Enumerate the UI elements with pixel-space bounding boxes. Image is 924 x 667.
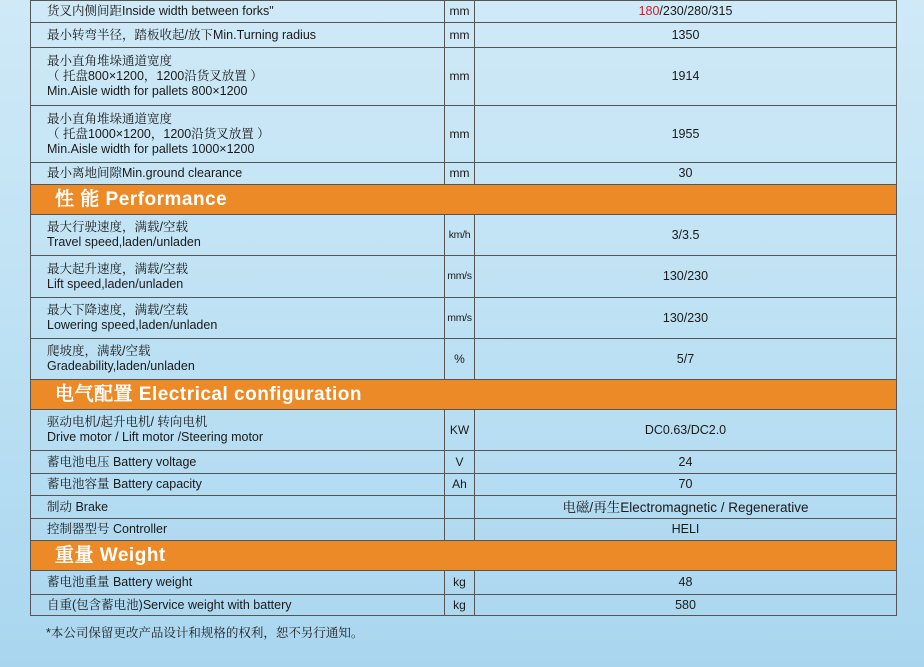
row-label: [31, 339, 445, 380]
row-label: [31, 215, 445, 256]
section-header: [31, 185, 897, 215]
label-en: Travel speed,laden/unladen: [47, 235, 201, 249]
section-header: [31, 541, 897, 571]
row-value: 1350: [475, 23, 897, 48]
table-row: [31, 48, 897, 106]
table-row: [31, 474, 897, 496]
row-label: [31, 48, 445, 106]
row-unit: mm: [445, 1, 475, 23]
table-row: [31, 106, 897, 163]
value-highlight: 180: [638, 4, 660, 18]
row-unit: Ah: [445, 474, 475, 496]
row-value: 48: [475, 571, 897, 595]
row-label: 蓄电池电压 Battery voltage: [31, 451, 445, 474]
label-en: Lift speed,laden/unladen: [47, 276, 184, 291]
label-line: 最小直角堆垛通道宽度: [47, 111, 173, 126]
label-line: Min.Aisle width for pallets 800×1200: [47, 84, 248, 98]
label-cn: 最大起升速度，满载/空载: [47, 261, 188, 276]
section-title-performance: 性 能 Performance: [31, 185, 897, 215]
row-label: 自重(包含蓄电池)Service weight with battery: [31, 595, 445, 616]
label-cn: 爬坡度，满载/空载: [47, 344, 151, 358]
label-line: （ 托盘1000×1200，1200沿货叉放置 ）: [47, 126, 270, 141]
row-label: 制动 Brake: [31, 496, 445, 519]
table-row: [31, 215, 897, 256]
spec-sheet: [30, 0, 896, 616]
row-label: 货叉内侧间距Inside width between forks": [31, 1, 445, 23]
row-label: [31, 256, 445, 298]
row-unit: mm: [445, 106, 475, 163]
table-row: [31, 163, 897, 185]
row-value: 580: [475, 595, 897, 616]
spec-table: [30, 0, 897, 616]
row-value: 30: [475, 163, 897, 185]
row-unit: [445, 519, 475, 541]
row-value: 130/230: [475, 298, 897, 339]
label-en: Gradeability,laden/unladen: [47, 359, 195, 373]
label-line: （ 托盘800×1200，1200沿货叉放置 ）: [47, 69, 263, 83]
footnote: *本公司保留更改产品设计和规格的权利，恕不另行通知。: [46, 626, 364, 640]
brake-value-en: Electromagnetic / Regenerative: [620, 499, 809, 515]
row-unit: kg: [445, 595, 475, 616]
row-label: [31, 106, 445, 163]
row-value: 1955: [475, 106, 897, 163]
row-value: [475, 1, 897, 23]
row-unit: KW: [445, 410, 475, 451]
value-rest: /230/280/315: [659, 4, 733, 18]
row-unit: mm: [445, 23, 475, 48]
label-en: Drive motor / Lift motor /Steering motor: [47, 430, 264, 444]
label-line: Min.Aisle width for pallets 1000×1200: [47, 141, 255, 156]
table-row: [31, 410, 897, 451]
row-label: 最小转弯半径，踏板收起/放下Min.Turning radius: [31, 23, 445, 48]
row-label: 控制器型号 Controller: [31, 519, 445, 541]
row-label: 蓄电池容量 Battery capacity: [31, 474, 445, 496]
table-row: [31, 23, 897, 48]
section-title-electrical: 电气配置 Electrical configuration: [31, 380, 897, 410]
row-unit: V: [445, 451, 475, 474]
table-row: [31, 595, 897, 616]
row-value: 70: [475, 474, 897, 496]
row-label: [31, 298, 445, 339]
row-value: 3/3.5: [475, 215, 897, 256]
row-label: 蓄电池重量 Battery weight: [31, 571, 445, 595]
row-unit: mm/s: [445, 256, 475, 298]
row-value: 130/230: [475, 256, 897, 298]
row-value: HELI: [475, 519, 897, 541]
table-row: [31, 519, 897, 541]
label-cn: 驱动电机/起升电机/ 转向电机: [47, 415, 208, 429]
row-value: 1914: [475, 48, 897, 106]
label-cn: 最大下降速度，满载/空载: [47, 303, 188, 317]
brake-value-cn: 电磁/再生: [562, 499, 621, 515]
row-unit: kg: [445, 571, 475, 595]
table-row: [31, 339, 897, 380]
label-line: 最小直角堆垛通道宽度: [47, 54, 173, 68]
table-row: [31, 256, 897, 298]
row-value: 5/7: [475, 339, 897, 380]
row-value: DC0.63/DC2.0: [475, 410, 897, 451]
row-value: 24: [475, 451, 897, 474]
row-unit: mm: [445, 163, 475, 185]
table-row: [31, 1, 897, 23]
table-row: [31, 298, 897, 339]
row-value: [475, 496, 897, 519]
table-row: [31, 571, 897, 595]
label-en: Lowering speed,laden/unladen: [47, 318, 218, 332]
row-unit: mm/s: [445, 298, 475, 339]
label-cn: 最大行驶速度，满载/空载: [47, 220, 188, 234]
row-unit: %: [445, 339, 475, 380]
table-row: [31, 451, 897, 474]
section-title-weight: 重量 Weight: [31, 541, 897, 571]
row-label: 最小离地间隙Min.ground clearance: [31, 163, 445, 185]
section-header: [31, 380, 897, 410]
row-unit: [445, 496, 475, 519]
row-unit: km/h: [445, 215, 475, 256]
table-row: [31, 496, 897, 519]
row-label: [31, 410, 445, 451]
row-unit: mm: [445, 48, 475, 106]
